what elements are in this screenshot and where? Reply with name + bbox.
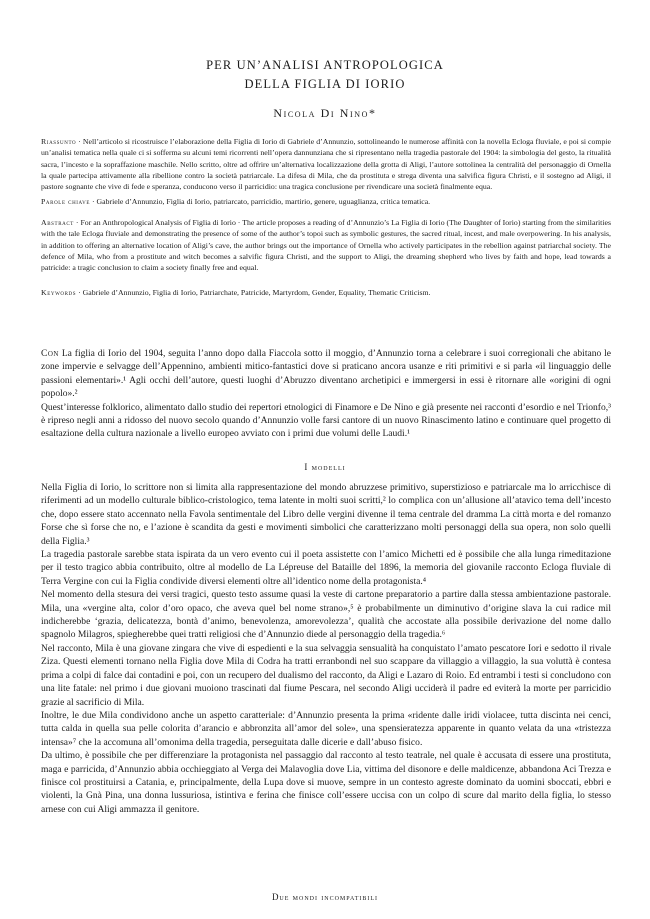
- body-paragraph: Da ultimo, è possibile che per differenziare la protagonista nel passaggio dal racconto al testo teatrale, nel quale è accusata di essere una prostituta, maga e parricida, d’Annunzio abbia occhieggiato al Verga dei Malavoglia dove Lia, vittima del disonore e delle maldicenze, abbandona Aci Trezza e finisce col prostituirsi a Catania, e, principalmente, della Lupa dove si muove, sempre in un contesto agreste dominato da uomini sboccati, ebbri e violenti, la Gnà Pina, una donna lussuriosa, istintiva e ferina che finisce coll’essere uccisa con un colpo di scure dal marito della figlia, lo stesso arnese con cui Aligi ammazza il genitore.: [41, 750, 611, 815]
- section-modelli-body: [41, 481, 611, 816]
- keywords-block: [41, 287, 611, 298]
- author-name: Nicola Di Nino*: [273, 106, 377, 120]
- body-paragraph: Nel racconto, Mila è una giovane zingara che vive di espedienti e la sua selvaggia sensualità ha conquistato l’amato pescatore Iori e sedotto il rivale Ziza. Questi elementi tornano nella Figlia dove Mila di Codra ha tratti erranbondi nel suo scappare da villaggio a villaggio, la sua voluttà è contesa prima a colpi di falce dai contadini e poi, con un recupero del dualismo del racconto, da Aligi e Lazaro di Roio. Ed entrambi i testi si concludono con una lite fatale: nel primo i due giovani muoiono trascinati dal fiume Pescara, nel secondo Aligi ucciderà il padre ed eviterà la morte per parricidio grazie al sacrificio di Mila.: [41, 642, 611, 708]
- article-title-line-1: PER UN’ANALISI ANTROPOLOGICA: [206, 58, 444, 72]
- keywords-label: Keywords: [41, 288, 77, 297]
- intro-paragraph: Quest’interesse folklorico, alimentato dallo studio dei repertori etnologici di Finamore e De Nino e già presente nei racconti d’esordio e nel Trionfo,³ è ripreso negli anni a ridosso del nuovo secolo quando d’Annunzio volle farsi cantore di un nuovo Rinascimento latino e continuare quel progetto di esaltazione della cultura nazionale a livello europeo avviato con i primi due volumi delle Laudi.¹: [41, 401, 611, 440]
- abstract-text: For an Anthropological Analysis of Figlia di Iorio · The article proposes a reading of d’Annunzio’s La Figlia di Iorio (The Daughter of Iorio) starting from the similarities with the tale Ecloga fluviale and demonstrating the presence of some of the author’s topoi such as symbolic gestures, the sacred ritual, incest, and male overpowering. In his analysis, in addition to offering an alternative location of Aligi’s cave, the author brings out the importance of Ornella who actively participates in the rebellion against patriarchal society. The defence of Mila, who from a prostitute and witch becomes a salvific figura Christi, and the support to Aligi, the dreaming shepherd who lives by faith and hope, lead towards a patricide: a tragic conclusion to claim a society finally free and equal.: [41, 218, 611, 273]
- intro-paragraph-1-text: La figlia di Iorio del 1904, seguita l’anno dopo dalla Fiaccola sotto il moggio, d’Annunzio torna a celebrare i suoi corregionali che abitano le zone impervie e selvagge dell’Appennino, ambienti mitico-fantastici dove si praticano ancora usanze e riti primitivi e si parla «il linguaggio delle passioni elementari».¹ Agli occhi dell’autore, questi luoghi d’Abruzzo diventano archetipici e immergersi in essi è ritornare alle «origini di ogni popolo».²: [41, 348, 611, 400]
- parole-chiave-block: [41, 196, 611, 207]
- intro-section: [41, 347, 611, 441]
- abstract-label: Abstract: [41, 218, 74, 227]
- parole-chiave-label: Parole chiave: [41, 197, 90, 206]
- body-paragraph: Nel momento della stesura dei versi tragici, questo testo assume quasi la veste di cartone preparatorio a partire dalla stessa ambientazione pastorale. Mila, una «vergine alta, color d’oro opaco, che aveva quel bel nome strano»,⁵ è probabilmente un diminutivo d’origine slava la cui radice mil indicherebbe ‘grazia, delicatezza, bontà d’animo, benevolenza, amorevolezza’, qualità che accostate alla possibile derivazione del nome dallo spagnolo Milagros, spiegherebbe quei tratti religiosi che d’Annunzio diede al personaggio della tragedia.⁶: [41, 589, 611, 641]
- riassunto-label: Riassunto: [41, 137, 77, 146]
- body-paragraph: La tragedia pastorale sarebbe stata ispirata da un vero evento cui il poeta assistette con l’amico Michetti ed è possibile che alla lunga rimeditazione per il testo tragico abbia contribuito, oltre al modello de La Lépreuse del Bataille del 1896, la memoria del giovanile racconto Ecloga fluviale di Terra Vergine con cui la Figlia condivide diversi elementi oltre all’identico nome della protagonista.⁴: [41, 549, 611, 587]
- riassunto-sep: ·: [76, 137, 83, 146]
- parole-chiave-text: Gabriele d’Annunzio, Figlia di Iorio, patriarcato, parricidio, martirio, genere, uguaglianza, critica tematica.: [96, 197, 431, 206]
- abstract-block: [41, 217, 611, 273]
- parole-chiave-sep: ·: [90, 197, 97, 206]
- body-paragraph: Nella Figlia di Iorio, lo scrittore non si limita alla rappresentazione del mondo abruzzese primitivo, superstizioso e patriarcale ma lo arricchisce di riferimenti ad un modello culturale biblico-cristologico, tema latente in molti suoi scritti,² lo complica con un’allusione all’atavico tema dell’incesto che, dopo essere stato accennato nella Favola sentimentale del Libro delle vergini divenne il tema centrale del dramma La città morta e del romanzo Forse che sì forse che no, e l’azione è scandita da gesti e movimenti simbolici che caratterizzano molti personaggi della sua opera, non solo quelli della Figlia.³: [41, 482, 611, 547]
- section-heading-modelli: I modelli: [304, 462, 346, 472]
- abstract-sep: ·: [73, 218, 81, 227]
- intro-dropcap: Con: [41, 348, 59, 359]
- section-heading-due-mondi: Due mondi incompatibili: [271, 892, 379, 902]
- keywords-text: Gabriele d’Annunzio, Figlia di Iorio, Patriarchate, Patricide, Martyrdom, Gender, Equality, Thematic Criticism.: [82, 288, 431, 297]
- keywords-sep: ·: [76, 288, 83, 297]
- article-title-line-2: DELLA FIGLIA DI IORIO: [244, 77, 406, 91]
- riassunto-block: [41, 136, 611, 192]
- intro-paragraph: [41, 347, 611, 401]
- body-paragraph: Inoltre, le due Mila condividono anche un aspetto caratteriale: d’Annunzio presenta la prima «ridente dalle iridi violacee, tutta discinta nei cenci, tutta calda in quella sua pelle colorita d’arancio e abbronzita all’amor del sole», una spensieratezza apparente in quanto velata da una «tristezza intensa»⁷ che la accomuna all’omonima della tragedia, perseguitata dalle dicerie e dall’abuso fisico.: [41, 709, 611, 748]
- riassunto-text: Nell’articolo si ricostruisce l’elaborazione della Figlia di Iorio di Gabriele d’Annunzio, sottolineando le numerose affinità con la novella Ecloga fluviale, e poi si compie un’analisi tematica nella quale ci si sofferma su alcuni temi ricorrenti nell’opera dannunziana che si ripresentano nella tragedia pastorale del 1904: la simbologia del gesto, la ritualità sacra, l’incesto e la sopraffazione maschile. Nello scritto, oltre ad offrire un’alternativa localizzazione della grotta di Aligi, l’autore sottolinea la centralità del personaggio di Ornella la quale partecipa attivamente alla ribellione contro la società patriarcale. La difesa di Mila, che da prostituta e strega diventa una salvifica figura Christi, e il sostegno ad Aligi, il pastore sognante che vive di fede e speranza, conducono verso il parricidio: una tragica conclusione per rivendicare una società finalmente equa.: [41, 137, 611, 192]
